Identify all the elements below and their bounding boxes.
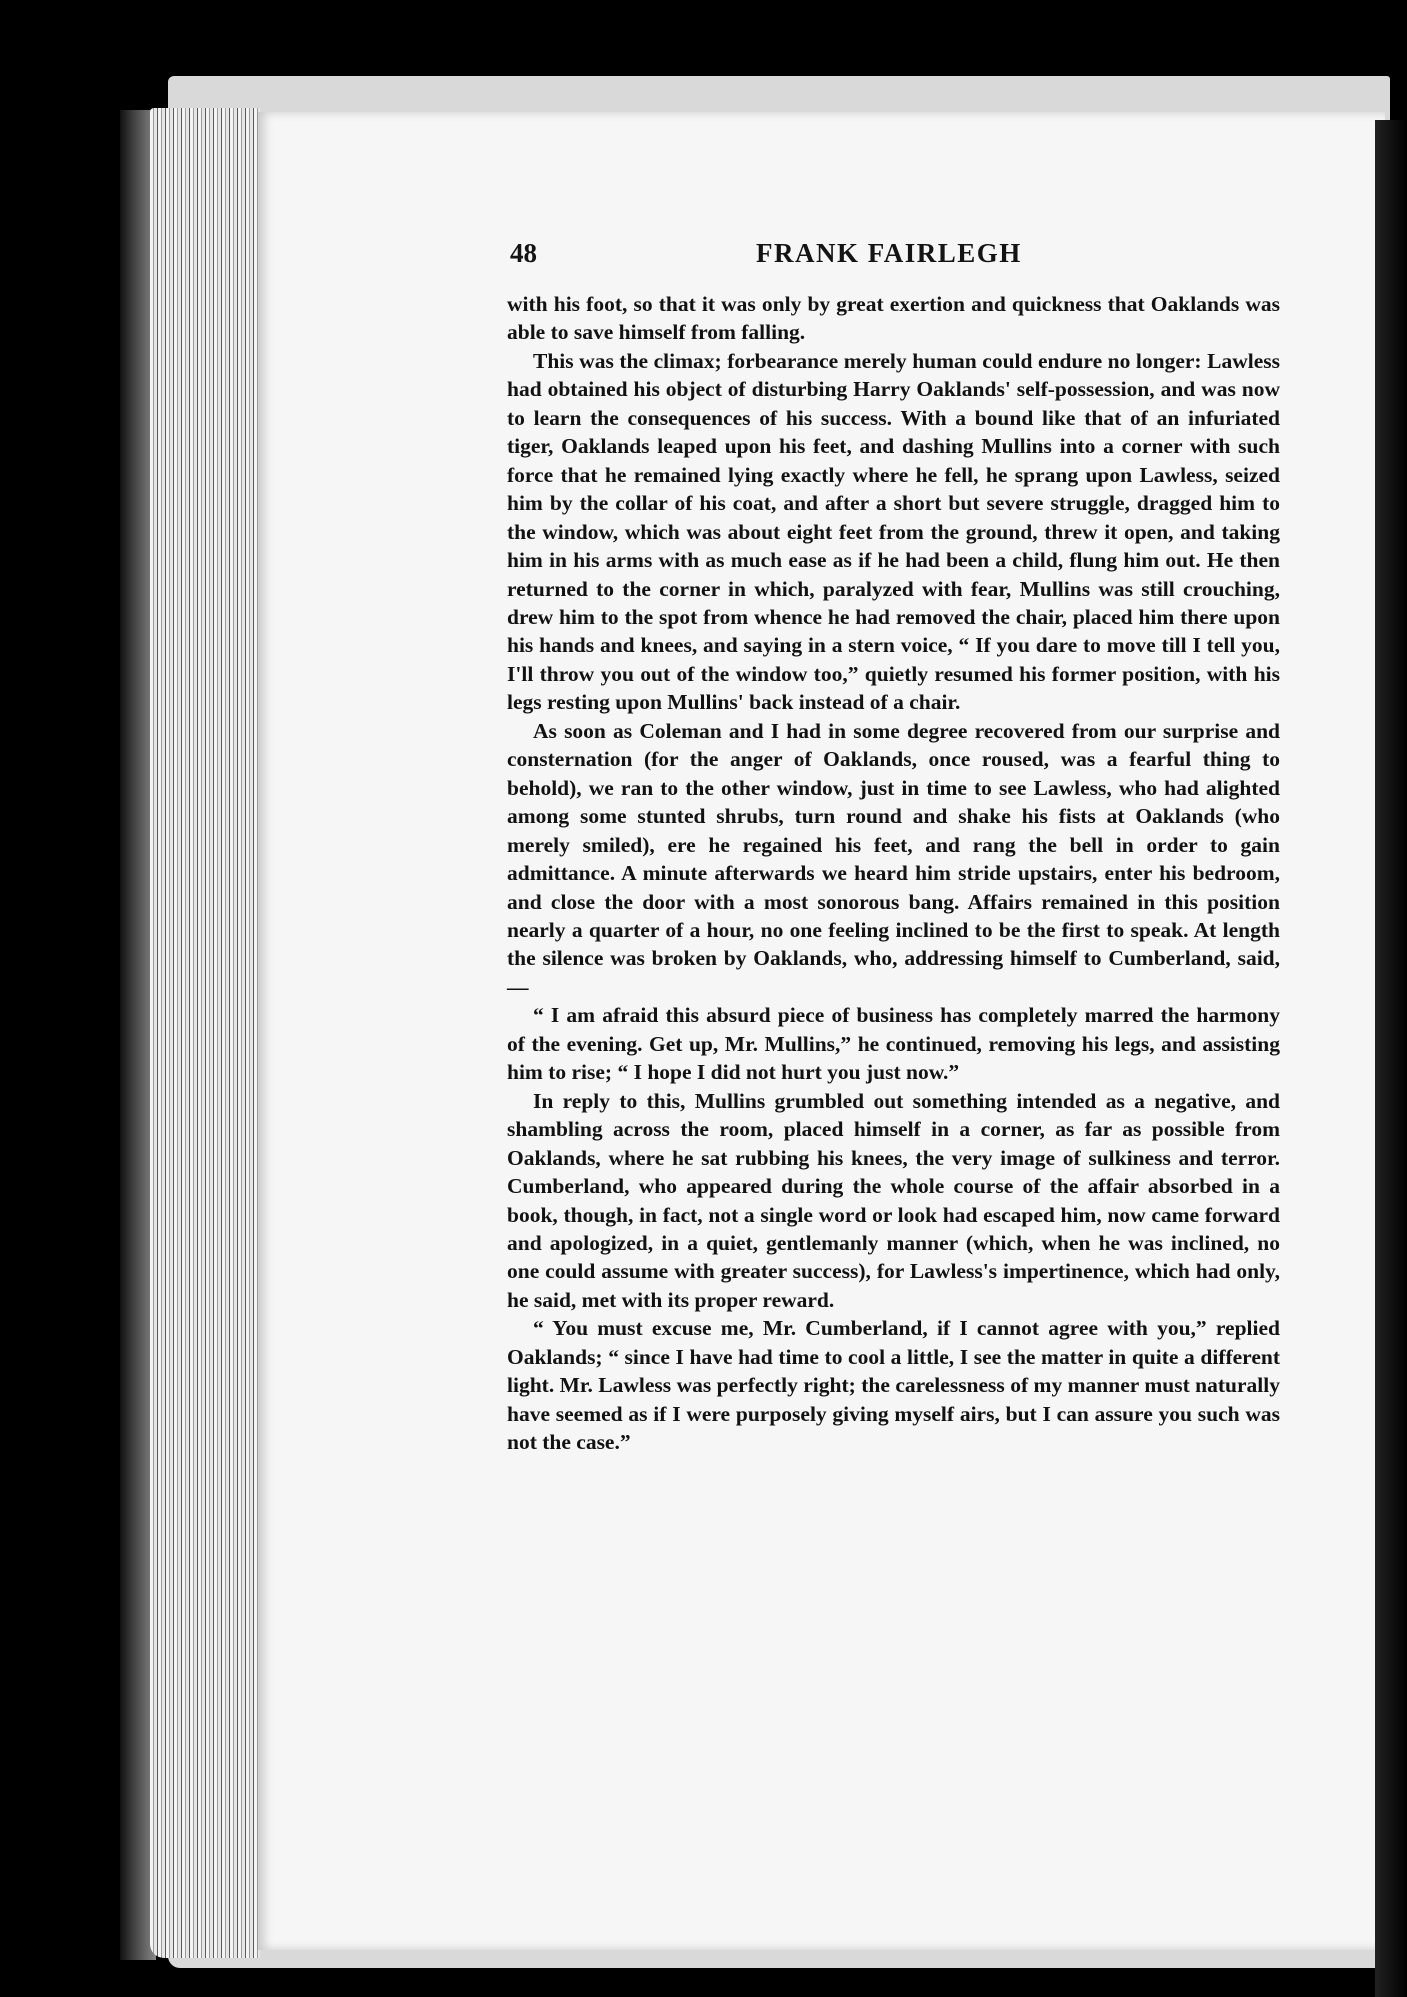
page-header bbox=[510, 238, 1280, 278]
paragraph-4: “ I am afraid this absurd piece of business has completely marred the harmony of the evening. Get up, Mr. Mullins,” he continued, removing his legs, and assisting him to rise; “ I hope I did not hurt you just now.” bbox=[507, 1003, 1280, 1085]
page-edges bbox=[150, 108, 260, 1958]
right-page-edge bbox=[1375, 120, 1407, 1997]
body-text bbox=[507, 290, 1280, 1457]
paragraph-6: “ You must excuse me, Mr. Cumberland, if I cannot agree with you,” replied Oaklands; “ since I have had time to cool a little, I see the matter in quite a different light. Mr. Lawless was perfectly right; the carelessness of my manner must naturally have seemed as if I were purposely giving myself airs, but I can assure you such was not the case.” bbox=[507, 1316, 1280, 1455]
paragraph-3: As soon as Coleman and I had in some degree recovered from our surprise and consternation (for the anger of Oaklands, once roused, was a fearful thing to behold), we ran to the other window, just in time to see Lawless, who had alighted among some stunted shrubs, turn round and shake his fists at Oaklands (who merely smiled), ere he regained his feet, and rang the bell in order to gain admittance. A minute afterwards we heard him stride upstairs, enter his bedroom, and close the door with a most sonorous bang. Affairs remained in this position nearly a quarter of a hour, no one feeling inclined to be the first to speak. At length the silence was broken by Oaklands, who, addressing himself to Cumberland, said,— bbox=[507, 718, 1280, 999]
running-title: FRANK FAIRLEGH bbox=[756, 238, 1022, 268]
paragraph-1: with his foot, so that it was only by great exertion and quickness that Oaklands was able to save himself from falling. bbox=[507, 292, 1280, 345]
page-number: 48 bbox=[510, 238, 537, 268]
paragraph-2: This was the climax; forbearance merely human could endure no longer: Lawless had obtained his object of disturbing Harry Oaklands' self-possession, and was now to learn the consequences of his success. With a bound like that of an infuriated tiger, Oaklands leaped upon his feet, and dashing Mullins into a corner with such force that he remained lying exactly where he fell, he sprang upon Lawless, seized him by the collar of his coat, and after a short but severe struggle, dragged him to the window, which was about eight feet from the ground, threw it open, and taking him in his arms with as much ease as if he had been a child, flung him out. He then returned to the corner in which, paralyzed with fear, Mullins was still crouching, drew him to the spot from whence he had removed the chair, placed him there upon his hands and knees, and saying in a stern voice, “ If you dare to move till I tell you, I'll throw you out of the window too,” quietly resumed his former position, with his legs resting upon Mullins' back instead of a chair. bbox=[507, 348, 1280, 715]
paragraph-5: In reply to this, Mullins grumbled out something intended as a negative, and shambling across the room, placed himself in a corner, as far as possible from Oaklands, where he sat rubbing his knees, the very image of sulkiness and terror. Cumberland, who appeared during the whole course of the affair absorbed in a book, though, in fact, not a single word or look had escaped him, now came forward and apologized, in a quiet, gentlemanly manner (which, when he was inclined, no one could assume with greater success), for Lawless's impertinence, which had only, he said, met with its proper reward. bbox=[507, 1088, 1280, 1312]
